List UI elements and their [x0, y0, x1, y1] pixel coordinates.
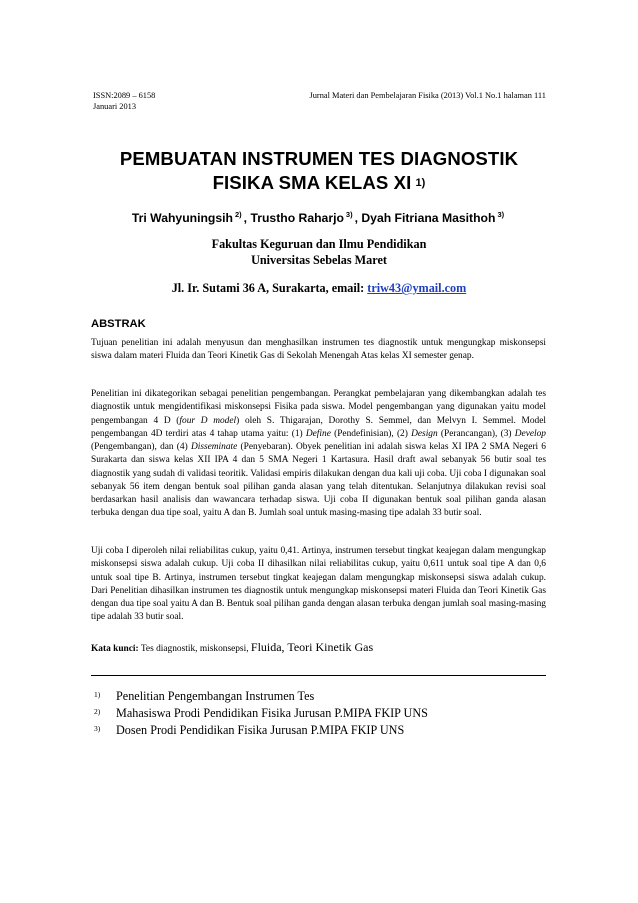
keywords-small: Tes diagnostik, miskonsepsi,	[140, 644, 249, 654]
keywords	[91, 640, 546, 656]
abstract-heading: ABSTRAK	[91, 318, 146, 330]
author-3: Dyah Fitriana Masithoh	[361, 211, 496, 225]
issn: ISSN:2089 – 6158	[93, 91, 156, 100]
footnote-1-mark: 1)	[94, 690, 101, 699]
affiliation-university: Universitas Sebelas Maret	[251, 253, 387, 267]
p2-italic-5: Disseminate	[190, 442, 238, 452]
affiliation-address	[40, 281, 598, 296]
email-link[interactable]: triw43@ymail.com	[367, 281, 467, 295]
p2-italic-1: four D model	[179, 415, 237, 426]
title-line-2	[60, 171, 578, 198]
address-text: Jl. Ir. Sutami 36 A, Surakarta, email:	[171, 281, 365, 295]
abstract-paragraph-2	[91, 388, 546, 521]
p2-text-f: (Penyebaran). Obyek penelitian ini adalah siswa kelas XI IPA 2 SMA Negeri 6 Surakarta dan siswa kelas XII IPA 4 dan 5 SMA Negeri 1 Kartasura. Hasil draft awal sebanyak 56 butir soal tes diagnostik yang sudah di validasi teoritik. Validasi empiris dilakukan dengan dua kali uji coba. Uji coba I digunakan soal sebanyak 56 item dengan bentuk soal pilihan ganda alasan yang telah ditentukan. Selanjutnya dilakukan revisi soal berdasarkan hasil analisis dan wawancara terhadap siswa. Uji coba II digunakan bentuk soal pilihan ganda alasan terbuka dengan dua tipe soal, yaitu A dan B. Jumlah soal untuk masing-masing tipe adalah 33 butir soal.	[91, 442, 546, 519]
p2-text-d: (Perancangan), (3)	[437, 428, 515, 439]
p2-italic-3: Design	[411, 428, 438, 439]
journal-citation: Jurnal Materi dan Pembelajaran Fisika (2013) Vol.1 No.1 halaman 111	[309, 91, 546, 100]
p2-text-c: (Pendefinisian), (2)	[330, 428, 412, 439]
author-3-mark: 3)	[497, 210, 505, 219]
author-2-mark: 3)	[345, 210, 353, 219]
author-1-mark: 2)	[235, 210, 242, 219]
footnote-divider	[91, 675, 546, 676]
abstract-paragraph-1: Tujuan penelitian ini adalah menyusun dan menghasilkan instrumen tes diagnostik untuk mengungkap miskonsepsi siswa dalam materi Fluida dan Teori Kinetik Gas di Sekolah Menengah Atas kelas XI semester genap.	[91, 338, 546, 362]
footnote-2-text: Mahasiswa Prodi Pendidikan Fisika Jurusan P.MIPA FKIP UNS	[116, 706, 428, 720]
p2-text-b: ) oleh S. Thigarajan, Dorothy S. Semmel, dan Melvyn I. Semmel. Model pengembangan 4D terdiri atas 4 tahap utama yaitu: (1)	[91, 415, 546, 439]
p2-italic-4: Develop	[514, 428, 546, 439]
footnote-1-text: Penelitian Pengembangan Instrumen Tes	[116, 689, 315, 703]
affiliation-faculty: Fakultas Keguruan dan Ilmu Pendidikan	[211, 237, 427, 251]
title-footnote-mark: 1)	[415, 177, 426, 189]
title-line-2-text: FISIKA SMA KELAS XI	[212, 172, 412, 193]
issue-date: Januari 2013	[93, 102, 137, 111]
author-1: Tri Wahyuningsih	[131, 211, 233, 225]
abstract-paragraph-3: Uji coba I diperoleh nilai reliabilitas cukup, yaitu 0,41. Artinya, instrumen tersebut tingkat keajegan dalam mengungkap miskonsepsi siswa adalah cukup. Uji coba II dihasilkan nilai reliabilitas cukup, yaitu 0,611 untuk soal tipe A dan 0,6 untuk soal tipe B. Artinya, instrumen tersebut tingkat keajegan dalam mengungkap miskonsepsi siswa adalah cukup. Dari Penelitian dihasilkan instrumen tes diagnostik untuk mengungkap miskonsepsi materi Fluida dan Teori Kinetik Gas dengan dua tipe soal yaitu A dan B. Bentuk soal pilihan ganda dengan alasan terbuka dengan jumlah soal masing-masing tipe adalah 33 butir soal.	[91, 546, 546, 623]
footnote-2-mark: 2)	[94, 707, 101, 716]
footnote-3-text: Dosen Prodi Pendidikan Fisika Jurusan P.MIPA FKIP UNS	[116, 723, 405, 737]
p2-text-a: Penelitian ini dikategorikan sebagai penelitian pengembangan. Perangkat pembelajaran yang dikembangkan adalah tes diagnostik untuk mengidentifikasi miskonsepsi Fisika pada siswa. Model pengembangan yang digunakan yaitu model pengembangan 4 D (	[91, 389, 546, 426]
p2-italic-2: Define	[305, 428, 331, 439]
paper-title	[60, 147, 578, 198]
footnote-1	[94, 687, 534, 704]
title-line-1: PEMBUATAN INSTRUMEN TES DIAGNOSTIK	[119, 148, 519, 169]
keywords-large: Fluida, Teori Kinetik Gas	[250, 640, 374, 654]
footnote-3-mark: 3)	[94, 724, 101, 733]
footnotes	[94, 687, 534, 738]
keywords-label: Kata kunci:	[91, 644, 139, 654]
p2-text-e: (Pengembangan), dan (4)	[91, 442, 191, 452]
author-2: Trustho Raharjo	[250, 211, 344, 225]
footnote-3	[94, 721, 534, 738]
footnote-2	[94, 704, 534, 721]
author-list: Tri Wahyuningsih $^{2)}$ , Trustho Raharjo $^{3)}$ , Dyah Fitriana Masithoh $^{3)}$	[131, 210, 505, 225]
